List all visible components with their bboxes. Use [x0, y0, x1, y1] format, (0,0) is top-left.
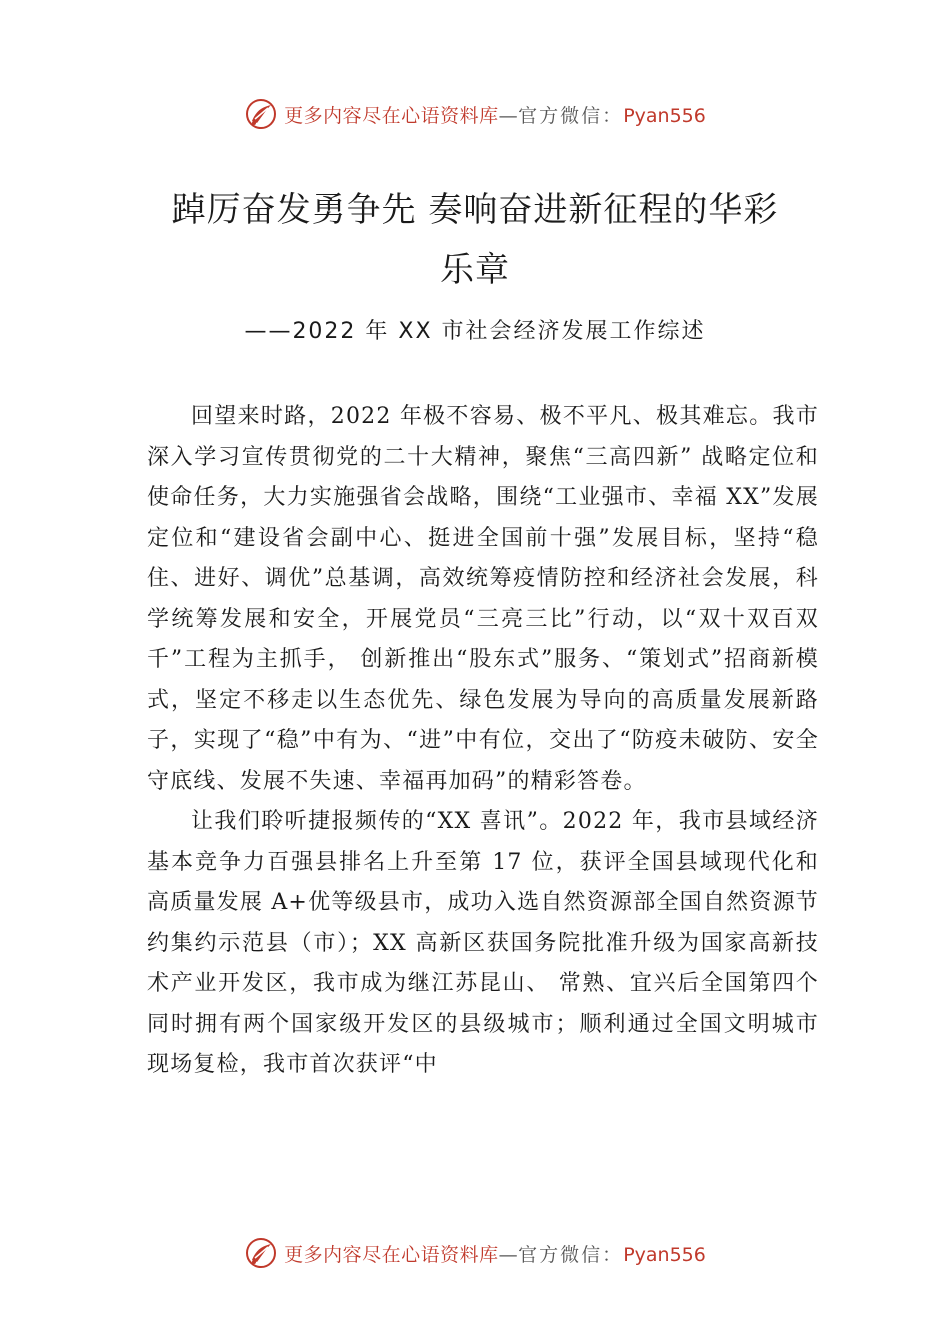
- document-title-line-2: 乐章: [440, 250, 510, 290]
- brand-logo-icon: [244, 97, 278, 131]
- watermark-brand: 更多内容尽在心语资料库: [284, 104, 499, 127]
- footer-watermark: [0, 1233, 950, 1273]
- watermark-text: [284, 1240, 706, 1267]
- document-title-line-1: 踔厉奋发勇争先 奏响奋进新征程的华彩: [171, 190, 779, 230]
- header-watermark: [0, 94, 950, 134]
- watermark-dash: —: [498, 1243, 519, 1266]
- paragraph-1: 回望来时路，2022 年极不容易、极不平凡、极其难忘。我市深入学习宣传贯彻党的二十大精神，聚焦“三高四新” 战略定位和使命任务，大力实施强省会战略，围绕“工业强市、幸福 XX”发展定位和“建设省会副中心、挺进全国前十强”发展目标，坚持“稳住、进好、调优”总基调，高效统筹疫情防控和经济社会发展，科学统筹发展和安全，开展党员“三亮三比”行动，以“双十双百双千”工程为主抓手， 创新推出“股东式”服务、“策划式”招商新模式，坚定不移走以生态优先、绿色发展为导向的高质量发展新路子，实现了“稳”中有为、“进”中有位，交出了“防疫未破防、安全守底线、发展不失速、幸福再加码”的精彩答卷。: [147, 404, 819, 794]
- watermark-dash: —: [498, 104, 519, 127]
- document-body: [147, 397, 819, 1086]
- watermark-brand: 更多内容尽在心语资料库: [284, 1243, 499, 1266]
- watermark-label: 官方微信：: [518, 1243, 624, 1266]
- document-subtitle: ——2022 年 XX 市社会经济发展工作综述: [244, 319, 706, 344]
- watermark-account: Pyan556: [623, 1243, 706, 1266]
- brand-logo-icon: [244, 1236, 278, 1270]
- watermark-account: Pyan556: [623, 104, 706, 127]
- watermark-text: [284, 101, 706, 128]
- watermark-label: 官方微信：: [518, 104, 624, 127]
- paragraph-2: 让我们聆听捷报频传的“XX 喜讯”。2022 年，我市县域经济基本竞争力百强县排名上升至第 17 位，获评全国县域现代化和高质量发展 A+优等级县市，成功入选自然资源部全国自然资源节约集约示范县（市）；XX 高新区获国务院批准升级为国家高新技术产业开发区，我市成为继江苏昆山、 常熟、宜兴后全国第四个同时拥有两个国家级开发区的县级城市；顺利通过全国文明城市现场复检，我市首次获评“中: [147, 809, 819, 1077]
